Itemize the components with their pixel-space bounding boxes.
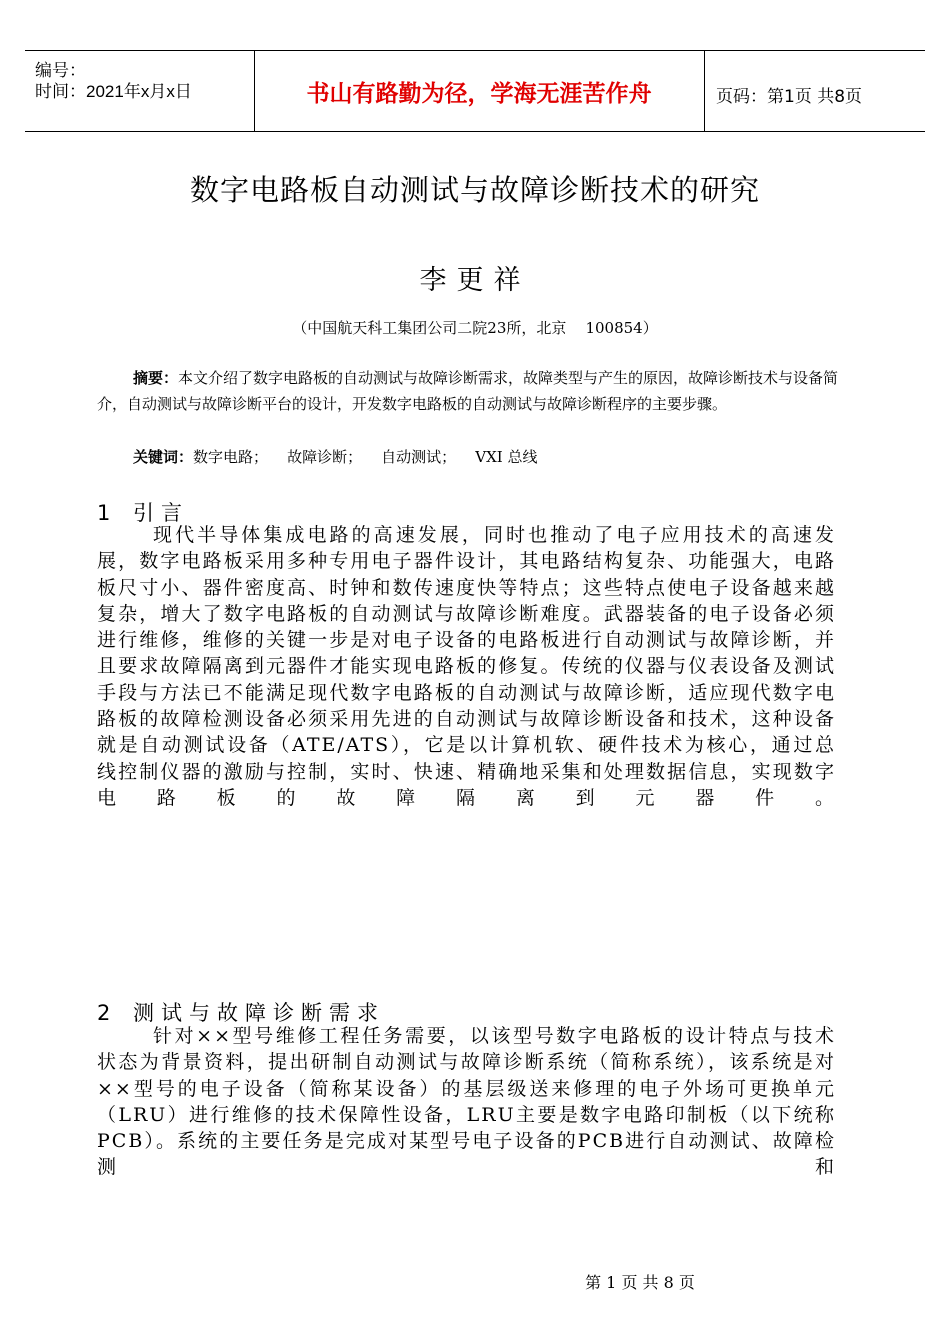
header-page-cell (704, 51, 925, 131)
keywords (133, 444, 853, 470)
section-title: 引言 (133, 501, 189, 525)
header-motto: 书山有路勤为径，学海无涯苦作舟 (306, 81, 652, 107)
paper-author: 李更祥 (419, 265, 531, 296)
section-body: 现代半导体集成电路的高速发展，同时也推动了电子应用技术的高速发展，数字电路板采用多种专用电子器件设计，其电路结构复杂、功能强大，电路板尺寸小、器件密度高、时钟和数传速度快等特点；这些特点使电子设备越来越复杂，增大了数字电路板的自动测试与故障诊断难度。武器装备的电子设备必须进行维修，维修的关键一步是对电子设备的电路板进行自动测试与故障诊断，并且要求故障隔离到元器件才能实现电路板的修复。传统的仪器与仪表设备及测试手段与方法已不能满足现代数字电路板的自动测试与故障诊断，适应现代数字电路板的故障检测设备必须采用先进的自动测试与故障诊断设备和技术，这种设备就是自动测试设备（ATE/ATS），它是以计算机软、硬件技术为核心，通过总线控制仪器的激励与控制，实时、快速、精确地采集和处理数据信息，实现数字电路板的故障隔离到元器件。 (97, 524, 836, 809)
keywords-text: 数字电路； 故障诊断； 自动测试； VXI 总线 (193, 448, 538, 466)
document-time-label: 时间：2021年x月x日 (35, 82, 192, 101)
document-number-label: 编号： (35, 61, 86, 80)
author-affiliation: （中国航天科工集团公司二院23所，北京 100854） (292, 319, 658, 337)
paper-title: 数字电路板自动测试与故障诊断技术的研究 (189, 173, 760, 207)
section-number: 2 (97, 1001, 111, 1025)
abstract-label: 摘要： (133, 369, 179, 387)
abstract (97, 365, 857, 417)
section-title: 测试与故障诊断需求 (133, 1001, 385, 1025)
section-number: 1 (97, 501, 111, 525)
header-meta-cell (25, 51, 255, 131)
header-page-info: 页码：第1页 共8页 (716, 87, 863, 107)
abstract-text: 本文介绍了数字电路板的自动测试与故障诊断需求，故障类型与产生的原因，故障诊断技术与设备简介，自动测试与故障诊断平台的设计，开发数字电路板的自动测试与故障诊断程序的主要步骤。 (97, 369, 839, 413)
keywords-label: 关键词： (133, 448, 194, 466)
section-body: 针对××型号维修工程任务需要，以该型号数字电路板的设计特点与技术状态为背景资料，提出研制自动测试与故障诊断系统（简称系统），该系统是对××型号的电子设备（简称某设备）的基层级送来修理的电子外场可更换单元（LRU）进行维修的技术保障性设备，LRU主要是数字电路印制板（以下统称PCB）。系统的主要任务是完成对某型号电子设备的PCB进行自动测试、故障检测和 (97, 1025, 836, 1179)
page-footer: 第 1 页 共 8 页 (585, 1273, 695, 1292)
page-header (25, 50, 925, 132)
header-motto-cell (254, 51, 705, 131)
